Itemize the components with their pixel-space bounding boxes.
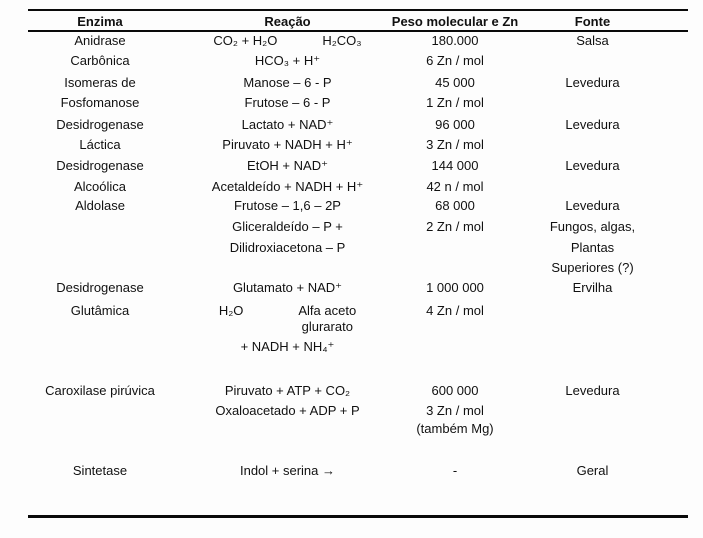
- table-row: [0, 237, 703, 258]
- table-row: [0, 277, 703, 298]
- weight-cell: 3 Zn / mol: [426, 403, 484, 418]
- weight-cell: 68 000: [435, 198, 475, 213]
- table-row: [0, 114, 703, 135]
- source-cell: Levedura: [565, 383, 620, 398]
- table-row: [0, 300, 703, 335]
- reaction-cell: Piruvato + ATP + CO₂: [224, 383, 351, 398]
- table-row: [0, 92, 703, 113]
- source-cell: Plantas: [570, 240, 615, 255]
- reaction-right: H₂CO₃: [322, 33, 362, 48]
- reaction-cell: Indol + serina →: [239, 463, 336, 478]
- weight-cell: 1 Zn / mol: [426, 95, 484, 110]
- table-row: [0, 257, 703, 278]
- source-cell: Levedura: [565, 117, 620, 132]
- enzyme-cell: Caroxilase pirúvica: [45, 383, 155, 398]
- enzyme-cell: Láctica: [79, 137, 121, 152]
- enzyme-cell: Desidrogenase: [56, 117, 144, 132]
- reaction-cell: Glutamato + NAD⁺: [232, 280, 343, 295]
- enzyme-cell: Anidrase: [74, 33, 126, 48]
- empty-cell: [390, 237, 520, 258]
- table-row: [0, 460, 703, 481]
- empty-cell: [15, 257, 185, 278]
- weight-cell: 600 000: [431, 383, 479, 398]
- table-row: [0, 134, 703, 155]
- reaction-cell: HCO₃ + H⁺: [254, 53, 321, 68]
- enzyme-cell: Isomeras de: [64, 75, 136, 90]
- weight-cell: 4 Zn / mol: [426, 303, 484, 318]
- empty-cell: [390, 257, 520, 278]
- empty-cell: [520, 336, 665, 357]
- reaction-cell: Gliceraldeído – P +: [232, 219, 343, 234]
- weight-cell: 3 Zn / mol: [426, 137, 484, 152]
- reaction-cell: Piruvato + NADH + H⁺: [222, 137, 353, 152]
- reaction-cell: Frutose – 1,6 – 2P: [234, 198, 341, 213]
- table-row: [0, 380, 703, 401]
- empty-cell: [185, 418, 390, 439]
- reaction-cell: [185, 300, 390, 335]
- weight-cell: (também Mg): [416, 421, 494, 436]
- weight-cell: 180.000: [431, 33, 479, 48]
- table-row: [0, 195, 703, 216]
- table-row: [0, 50, 703, 71]
- weight-cell: 6 Zn / mol: [426, 53, 484, 68]
- empty-cell: [520, 300, 665, 335]
- source-cell: Levedura: [565, 158, 620, 173]
- reaction-left: H₂O: [218, 303, 244, 318]
- source-cell: Ervilha: [572, 280, 613, 295]
- source-cell: Salsa: [576, 33, 609, 48]
- weight-cell: 1 000 000: [426, 280, 484, 295]
- enzyme-cell: Glutâmica: [70, 303, 130, 318]
- source-cell: Geral: [576, 463, 609, 478]
- reaction-cell: Lactato + NAD⁺: [241, 117, 334, 132]
- table-row: [0, 176, 703, 197]
- reaction-cell: Frutose – 6 - P: [244, 95, 331, 110]
- table-row: [0, 418, 703, 439]
- weight-cell: 2 Zn / mol: [426, 219, 484, 234]
- table-bottom-rule: [28, 515, 688, 518]
- empty-cell: [520, 134, 665, 155]
- reaction-cell: Dilidroxiacetona – P: [229, 240, 346, 255]
- table-row: [0, 72, 703, 93]
- source-cell: Levedura: [565, 75, 620, 90]
- weight-cell: 144 000: [431, 158, 479, 173]
- source-cell: Levedura: [565, 198, 620, 213]
- enzyme-cell: Carbônica: [70, 53, 130, 68]
- reaction-cell: [185, 30, 390, 51]
- column-header-reacao: Reação: [264, 14, 311, 29]
- reaction-cell: + NADH + NH₄⁺: [240, 339, 335, 354]
- weight-cell: 42 n / mol: [426, 179, 484, 194]
- empty-cell: [520, 92, 665, 113]
- column-header-enzima: Enzima: [77, 14, 123, 29]
- reaction-right: Alfa aceto glurarato: [298, 303, 357, 334]
- reaction-cell: Manose – 6 - P: [243, 75, 332, 90]
- enzyme-cell: Aldolase: [75, 198, 125, 213]
- enzyme-cell: Sintetase: [72, 463, 128, 478]
- reaction-left: CO₂ + H₂O: [213, 33, 278, 48]
- table-header-row: [0, 11, 703, 32]
- reaction-cell: Acetaldeído + NADH + H⁺: [211, 179, 364, 194]
- weight-cell: 96 000: [435, 117, 475, 132]
- enzyme-cell: Desidrogenase: [56, 158, 144, 173]
- source-cell: Superiores (?): [551, 260, 634, 275]
- empty-cell: [15, 418, 185, 439]
- empty-cell: [15, 216, 185, 237]
- empty-cell: [390, 336, 520, 357]
- weight-cell: 45 000: [435, 75, 475, 90]
- empty-cell: [520, 50, 665, 71]
- source-cell: Fungos, algas,: [549, 219, 636, 234]
- enzyme-cell: Fosfomanose: [60, 95, 140, 110]
- weight-cell: -: [452, 463, 458, 478]
- empty-cell: [520, 418, 665, 439]
- empty-cell: [185, 257, 390, 278]
- reaction-cell: EtOH + NAD⁺: [247, 158, 328, 173]
- table-row: [0, 216, 703, 237]
- table-row: [0, 155, 703, 176]
- empty-cell: [15, 237, 185, 258]
- column-header-fonte: Fonte: [574, 14, 611, 29]
- table-row: [0, 30, 703, 51]
- enzyme-cell: Alcoólica: [73, 179, 127, 194]
- column-header-peso-molecular: Peso molecular e Zn: [391, 14, 519, 29]
- empty-cell: [15, 336, 185, 357]
- reaction-cell: Oxaloacetado + ADP + P: [215, 403, 360, 418]
- table-row: [0, 336, 703, 357]
- empty-cell: [520, 176, 665, 197]
- enzyme-cell: Desidrogenase: [56, 280, 144, 295]
